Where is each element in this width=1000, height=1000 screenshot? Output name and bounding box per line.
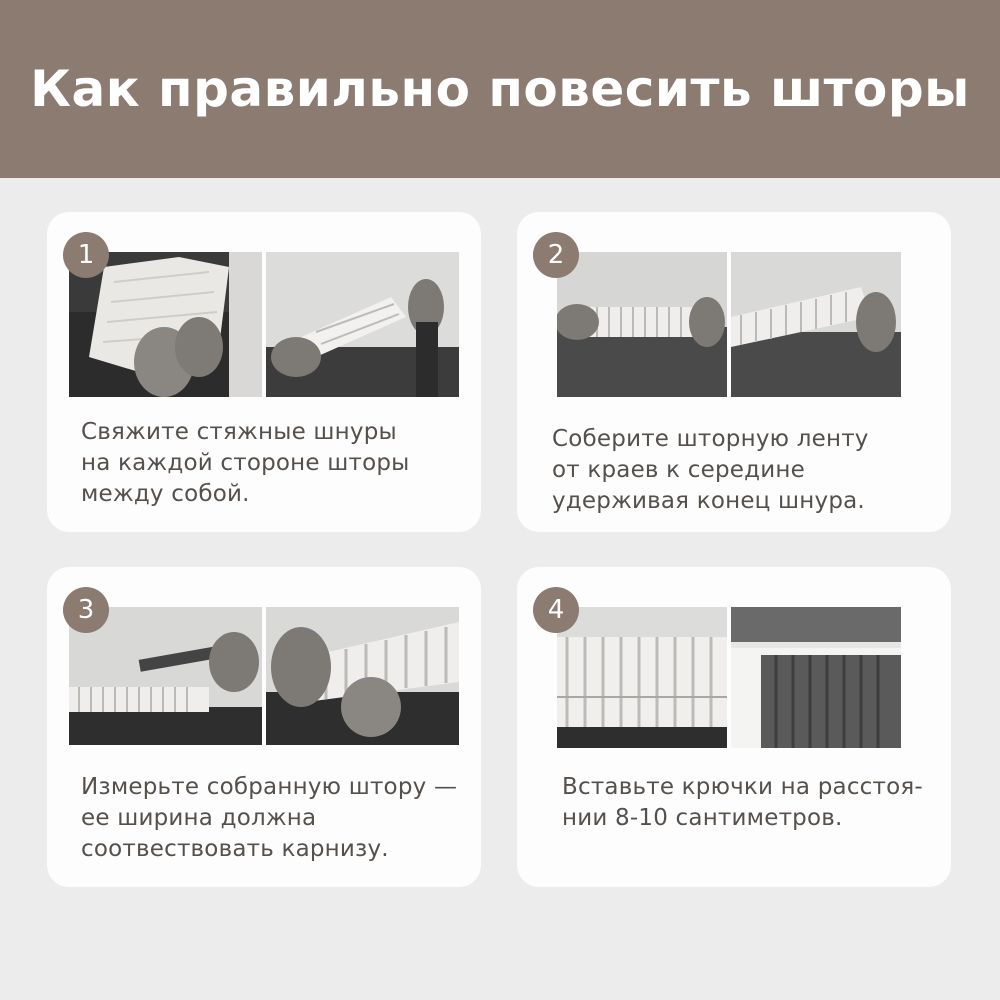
page-header <box>0 0 1000 178</box>
caption-line: соотвествовать карнизу. <box>81 836 389 862</box>
step-caption <box>81 417 461 510</box>
step-photo-gathering-tape-left <box>557 252 727 397</box>
step-photo-gathering-tape-right <box>731 252 901 397</box>
step-photos <box>69 252 459 397</box>
step-caption <box>81 772 461 865</box>
step-card-4 <box>517 567 951 887</box>
caption-line: между собой. <box>81 481 250 507</box>
step-number-badge: 1 <box>63 232 109 278</box>
caption-line: от краев к середине <box>552 457 805 483</box>
caption-line: Соберите шторную ленту <box>552 426 869 452</box>
caption-line: Измерьте собранную штору — <box>81 774 458 800</box>
caption-line: нии 8-10 сантиметров. <box>562 805 843 831</box>
step-caption <box>562 772 942 834</box>
caption-line: Вставьте крючки на расстоя- <box>562 774 923 800</box>
caption-line: на каждой стороне шторы <box>81 450 410 476</box>
step-photo-hooks-tape <box>557 607 727 748</box>
step-card-3 <box>47 567 481 887</box>
step-photos <box>69 607 459 745</box>
step-photo-hung-curtain <box>731 607 901 748</box>
step-number-badge: 3 <box>63 587 109 633</box>
step-photo-measuring-closeup <box>266 607 459 745</box>
step-photos <box>557 252 901 397</box>
step-photo-tying-cords-hands <box>266 252 459 397</box>
caption-line: удерживая конец шнура. <box>552 488 865 514</box>
caption-line: ее ширина должна <box>81 805 317 831</box>
step-caption <box>552 424 932 517</box>
step-number-badge: 2 <box>533 232 579 278</box>
step-card-1 <box>47 212 481 532</box>
step-number-badge: 4 <box>533 587 579 633</box>
caption-line: Свяжите стяжные шнуры <box>81 419 397 445</box>
step-photos <box>557 607 901 748</box>
page-title: Как правильно повесить шторы <box>30 60 970 118</box>
step-card-2 <box>517 212 951 532</box>
